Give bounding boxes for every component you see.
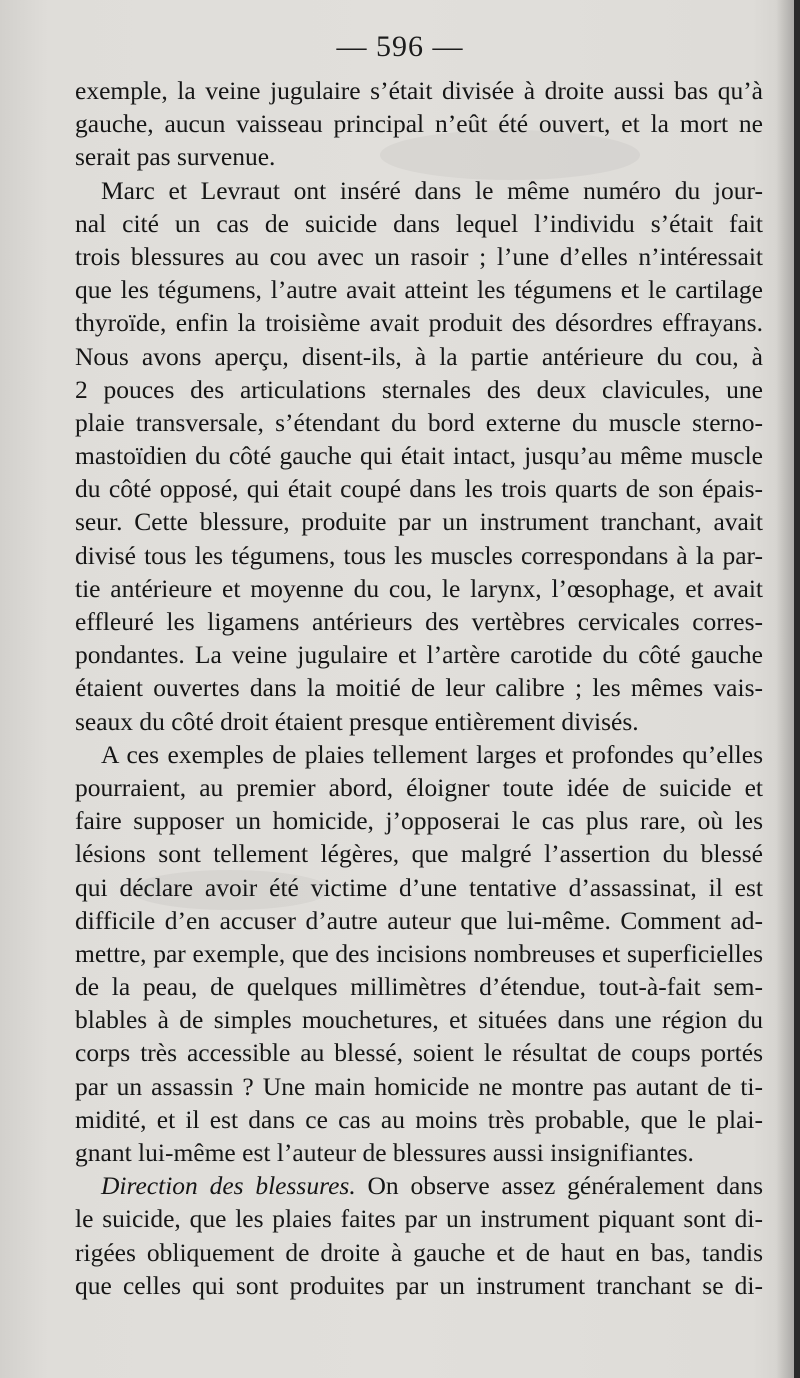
text-line: Nous avons aperçu, disent-ils, à la partie antérieure du cou, à (75, 341, 763, 371)
text-line: gauche, aucun vaisseau principal n’eût été ouvert, et la mort ne (75, 109, 763, 139)
text-line: thyroïde, enfin la troisième avait produit des désordres effrayans. (75, 308, 763, 338)
body-text (75, 74, 763, 1302)
text-line: mettre, par exemple, que des incisions nombreuses et superficielles (75, 938, 763, 968)
text-line: midité, et il est dans ce cas au moins très probable, que le plai- (75, 1104, 763, 1134)
text-line: serait pas survenue. (75, 142, 276, 172)
page-edge-shadow (776, 0, 794, 1378)
page-edge (794, 0, 800, 1378)
text-line: tie antérieure et moyenne du cou, le larynx, l’œsophage, et avait (75, 573, 763, 603)
text-line: que les tégumens, l’autre avait atteint les tégumens et le cartilage (75, 275, 763, 305)
text-line: seaux du côté droit étaient presque entièrement divisés. (75, 706, 639, 736)
text-line: faire supposer un homicide, j’opposerai le cas plus rare, où les (75, 806, 763, 836)
text-line: pondantes. La veine jugulaire et l’artère carotide du côté gauche (75, 640, 763, 670)
text-line: de la peau, de quelques millimètres d’étendue, tout-à-fait sem- (75, 972, 763, 1002)
text-line: par un assassin ? Une main homicide ne montre pas autant de ti- (75, 1071, 763, 1101)
text-line: étaient ouvertes dans la moitié de leur calibre ; les mêmes vais- (75, 673, 763, 703)
text-line: seur. Cette blessure, produite par un instrument tranchant, avait (75, 507, 763, 537)
text-line: gnant lui-même est l’auteur de blessures aussi insignifiantes. (75, 1138, 694, 1167)
text-line: difficile d’en accuser d’autre auteur que lui-même. Comment ad- (75, 905, 763, 935)
text-line: qui déclare avoir été victime d’une tentative d’assassinat, il est (75, 872, 763, 902)
text-line: divisé tous les tégumens, tous les muscles correspondans à la par- (75, 540, 763, 570)
text-line: plaie transversale, s’étendant du bord externe du muscle sterno- (75, 407, 763, 437)
text-line: blables à de simples mouchetures, et situées dans une région du (75, 1005, 763, 1035)
text-line: Marc et Levraut ont inséré dans le même numéro du jour- (101, 175, 763, 205)
text-line: A ces exemples de plaies tellement larges et profondes qu’elles (101, 739, 763, 769)
text-line: que celles qui sont produites par un instrument tranchant se di- (75, 1270, 763, 1300)
section-heading-inline: Direction des blessures. (101, 1171, 356, 1201)
text-line: rigées obliquement de droite à gauche et de haut en bas, tandis (75, 1237, 763, 1267)
text-line: exemple, la veine jugulaire s’était divisée à droite aussi bas qu’à (75, 76, 763, 105)
text-line: corps très accessible au blessé, soient le résultat de coups portés (75, 1038, 763, 1068)
text-fragment: On observe assez généralement dans (355, 1171, 763, 1201)
text-line: 2 pouces des articulations sternales des deux clavicules, une (75, 374, 763, 404)
text-line (75, 1169, 763, 1202)
text-line: lésions sont tellement légères, que malgré l’assertion du blessé (75, 839, 763, 869)
page-number: — 596 — (336, 30, 464, 63)
text-line: trois blessures au cou avec un rasoir ; l’une d’elles n’intéressait (75, 241, 763, 271)
text-line: pourraient, au premier abord, éloigner toute idée de suicide et (75, 772, 763, 802)
text-line: mastoïdien du côté gauche qui était intact, jusqu’au même muscle (75, 441, 763, 471)
text-line: le suicide, que les plaies faites par un instrument piquant sont di- (75, 1204, 763, 1234)
text-line: effleuré les ligamens antérieurs des vertèbres cervicales corres- (75, 607, 763, 636)
text-line: nal cité un cas de suicide dans lequel l’individu s’était fait (75, 208, 763, 238)
text-line: du côté opposé, qui était coupé dans les trois quarts de son épais- (75, 474, 763, 504)
